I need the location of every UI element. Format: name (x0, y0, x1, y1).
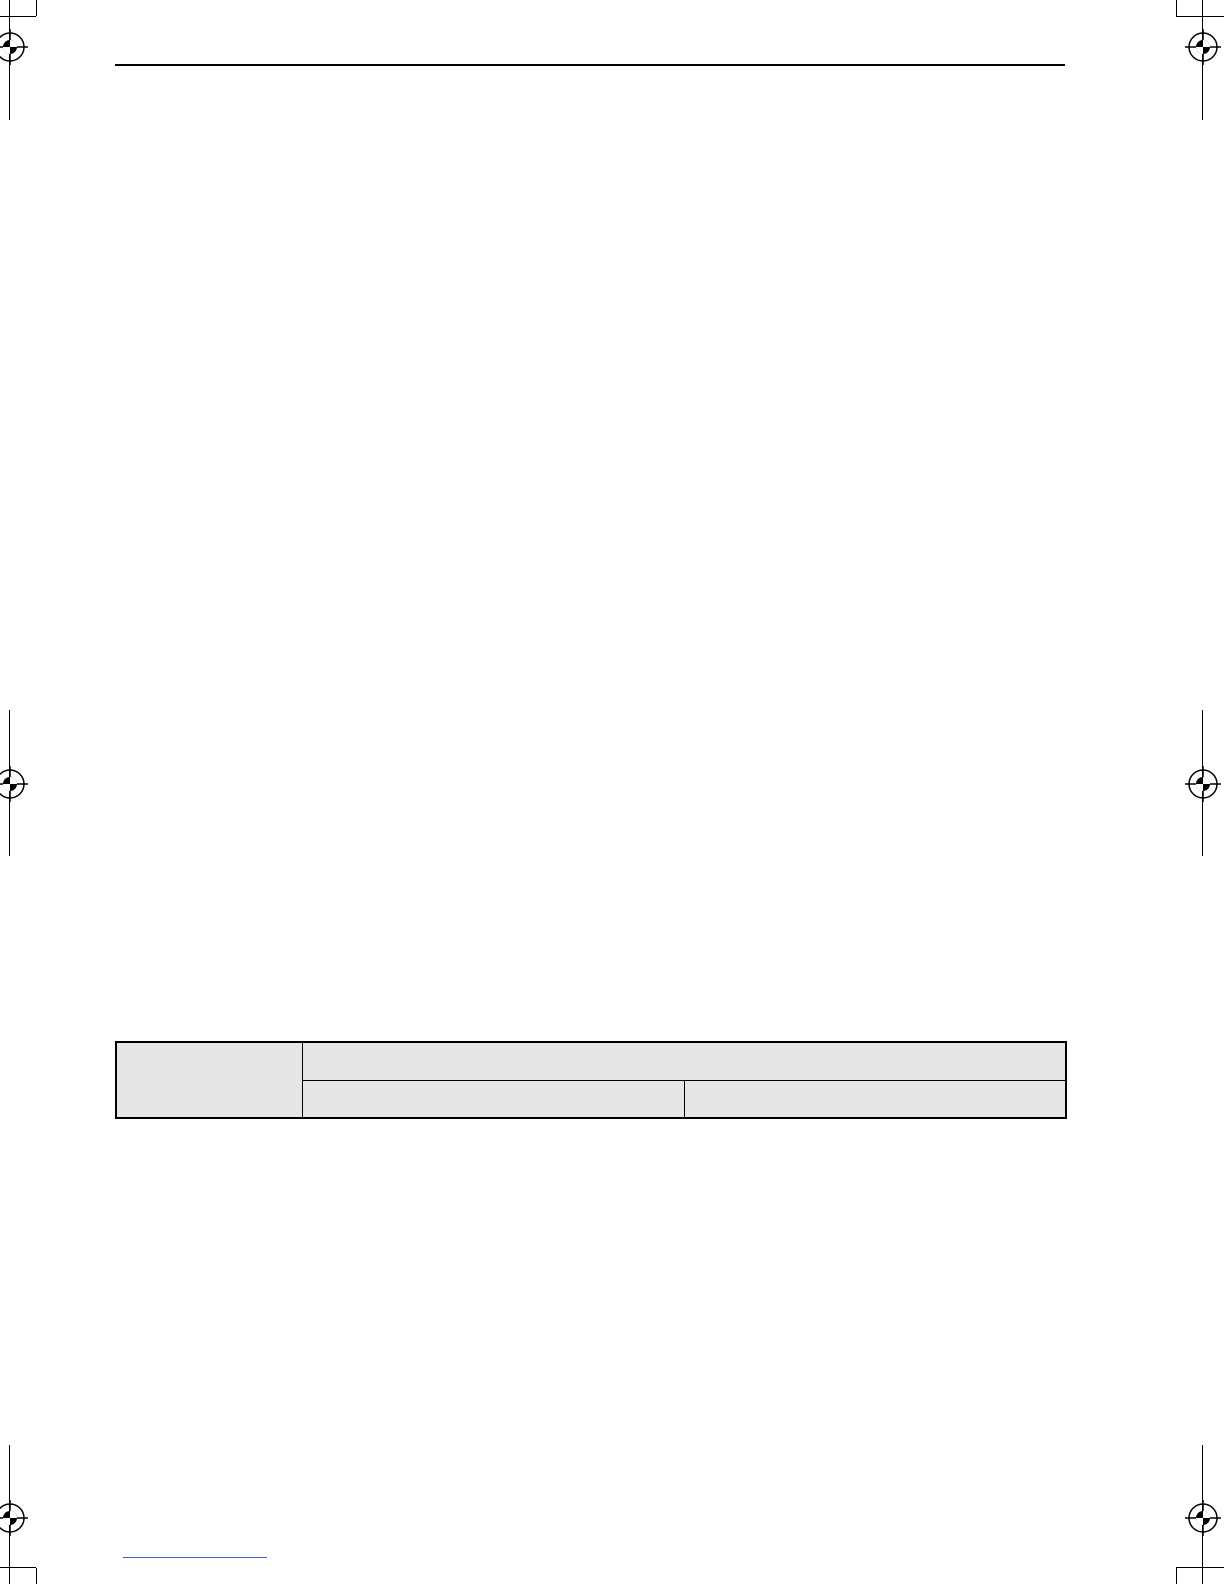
table-header-cell (684, 1080, 1066, 1118)
crop-mark (36, 1568, 37, 1584)
registration-mark-icon (0, 29, 28, 65)
crop-mark (0, 1567, 36, 1568)
registration-mark-icon (1185, 1500, 1221, 1536)
crop-mark (36, 0, 37, 16)
crop-mark (1176, 0, 1177, 16)
bottom-table (115, 1041, 1067, 1119)
registration-mark-icon (1185, 766, 1221, 802)
registration-mark-icon (0, 766, 28, 802)
registration-mark-icon (1185, 29, 1221, 65)
header-rule (115, 64, 1065, 66)
registration-mark-icon (0, 1500, 28, 1536)
crop-mark (1176, 16, 1224, 17)
table-header-cell (302, 1080, 684, 1118)
crop-mark (1176, 1568, 1177, 1584)
table-header-cell (302, 1042, 1066, 1080)
crop-mark (1176, 1567, 1224, 1568)
crop-mark (0, 16, 36, 17)
table-header-cell (116, 1042, 302, 1118)
footer-link-underline (123, 1557, 267, 1558)
